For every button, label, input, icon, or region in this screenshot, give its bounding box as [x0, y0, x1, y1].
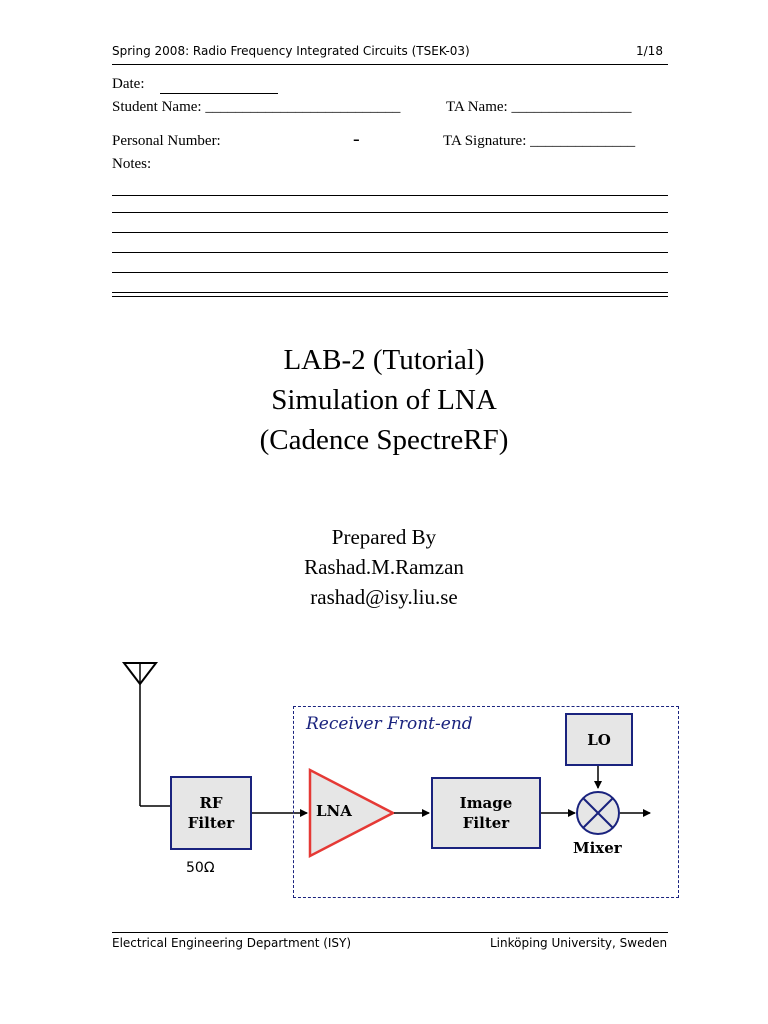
impedance-label: 50Ω — [186, 860, 215, 876]
header-course: Spring 2008: Radio Frequency Integrated Circuits (TSEK-03) — [112, 44, 470, 58]
title-line-1: LAB-2 (Tutorial) — [283, 344, 485, 376]
rf-filter-block — [170, 776, 252, 850]
rf-filter-label-1: RF — [199, 794, 223, 812]
rf-filter-label-2: Filter — [187, 814, 235, 832]
ta-name-label[interactable]: TA Name: ________________ — [446, 99, 632, 115]
image-filter-label-2: Filter — [462, 814, 510, 832]
ta-signature-label[interactable]: TA Signature: ______________ — [443, 133, 636, 149]
antenna-icon — [124, 663, 156, 806]
author-email[interactable]: rashad@isy.liu.se — [310, 585, 458, 609]
student-name-label[interactable]: Student Name: __________________________ — [112, 99, 401, 115]
image-filter-block — [431, 777, 541, 849]
date-label: Date: — [112, 76, 145, 92]
prepared-by: Prepared By — [331, 525, 437, 549]
personal-number-dash: - — [353, 128, 360, 150]
title-line-2: Simulation of LNA — [271, 384, 497, 416]
image-filter-label-1: Image — [459, 794, 513, 812]
lo-label: LO — [587, 730, 611, 749]
footer-university: Linköping University, Sweden — [490, 936, 668, 950]
author-name: Rashad.M.Ramzan — [304, 555, 464, 579]
footer-rule — [112, 932, 668, 933]
lna-label: LNA — [316, 802, 352, 820]
mixer-label: Mixer — [573, 839, 622, 857]
footer-department: Electrical Engineering Department (ISY) — [112, 936, 352, 950]
title-line-3: (Cadence SpectreRF) — [259, 424, 509, 456]
lo-block — [565, 713, 633, 766]
notes-label: Notes: — [112, 156, 152, 172]
personal-number-label[interactable]: Personal Number: — [112, 133, 221, 149]
header-page-number: 1/18 — [636, 44, 663, 58]
receiver-frontend-label: Receiver Front-end — [306, 714, 473, 734]
